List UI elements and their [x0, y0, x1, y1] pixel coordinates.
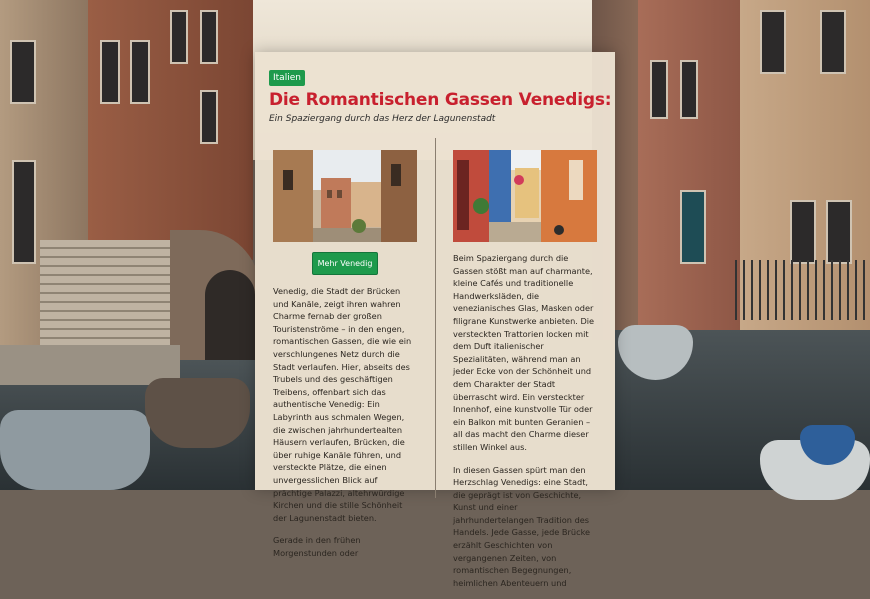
window — [826, 200, 852, 264]
bridge-arch — [205, 270, 255, 370]
window — [650, 60, 668, 119]
quay — [0, 345, 180, 385]
window — [760, 10, 786, 74]
window — [200, 90, 218, 144]
article-title: Die Romantischen Gassen Venedigs: — [269, 90, 612, 110]
paragraph: Venedig, die Stadt der Brücken und Kanäle, zeigt ihren wahren Charme fernab der großen Touristenströme – in den engen, romantischen Gassen, die wie ein verschlungenes Netz durch die Stadt verlaufen. Hier, abseits des Trubels und des geschäftigen Treibens, offenbart sich das authentische Venedig: Ein Labyrinth aus schmalen Wegen, die zwischen jahrhundertealten Häusern verlaufen, Brücken, die über ruhige Kanäle führen, und versteckte Plätze, die einen unvergesslichen Blick auf prächtige Palazzi, altehrwürdige Kirchen und die stille Schönheit der Lagunenstadt bieten. — [273, 286, 412, 523]
paragraph: Beim Spaziergang durch die Gassen stößt man auf charmante, kleine Cafés und traditionelle Handwerksläden, die venezianisches Glas, Masken oder filigrane Kunstwerke anbieten. Die versteckten Trattorien locken mit dem Duft italienischer Spezialitäten, während man an jeder Ecke von der Schönheit und dem Charakter der Stadt überrascht wird. Ein versteckter Innenhof, eine kunstvolle Tür oder ein Balkon mit bunten Geranien – all das macht den Charme dieser stillen Winkel aus. — [453, 253, 595, 452]
left-column — [273, 150, 417, 569]
stone-steps — [40, 240, 190, 350]
colorful-alley-photo-graphic — [453, 150, 597, 242]
window — [170, 10, 188, 64]
venice-alley-photo-graphic — [273, 150, 417, 242]
right-column-text — [453, 252, 597, 589]
column-divider — [435, 138, 436, 498]
left-column-text — [273, 285, 417, 559]
colorful-alley-photo — [453, 150, 597, 242]
article-subtitle: Ein Spaziergang durch das Herz der Lagunenstadt — [269, 114, 496, 124]
right-building-red — [638, 0, 740, 350]
window — [12, 160, 36, 264]
window — [200, 10, 218, 64]
category-tag[interactable]: Italien — [269, 70, 305, 86]
paragraph: In diesen Gassen spürt man den Herzschlag Venedigs: eine Stadt, die geprägt ist von Geschichte, Kunst und einer jahrhundertelangen Tradition des Handels. Jede Gasse, jede Brücke erzählt Geschichten von vergangenen Zeiten, von romantischen Begegnungen, heimlichen Abenteuern und — [453, 464, 591, 588]
window — [130, 40, 150, 104]
right-column — [453, 150, 597, 599]
paragraph: Gerade in den frühen Morgenstunden oder — [273, 535, 361, 558]
window — [10, 40, 36, 104]
window — [680, 190, 706, 264]
window — [790, 200, 816, 264]
window — [100, 40, 120, 104]
boat — [145, 378, 250, 448]
venice-alley-photo — [273, 150, 417, 242]
boat — [0, 410, 150, 490]
window — [820, 10, 846, 74]
article-card — [255, 52, 615, 588]
more-venice-button[interactable]: Mehr Venedig — [312, 252, 379, 275]
window — [680, 60, 698, 119]
balcony-railing — [735, 260, 870, 320]
